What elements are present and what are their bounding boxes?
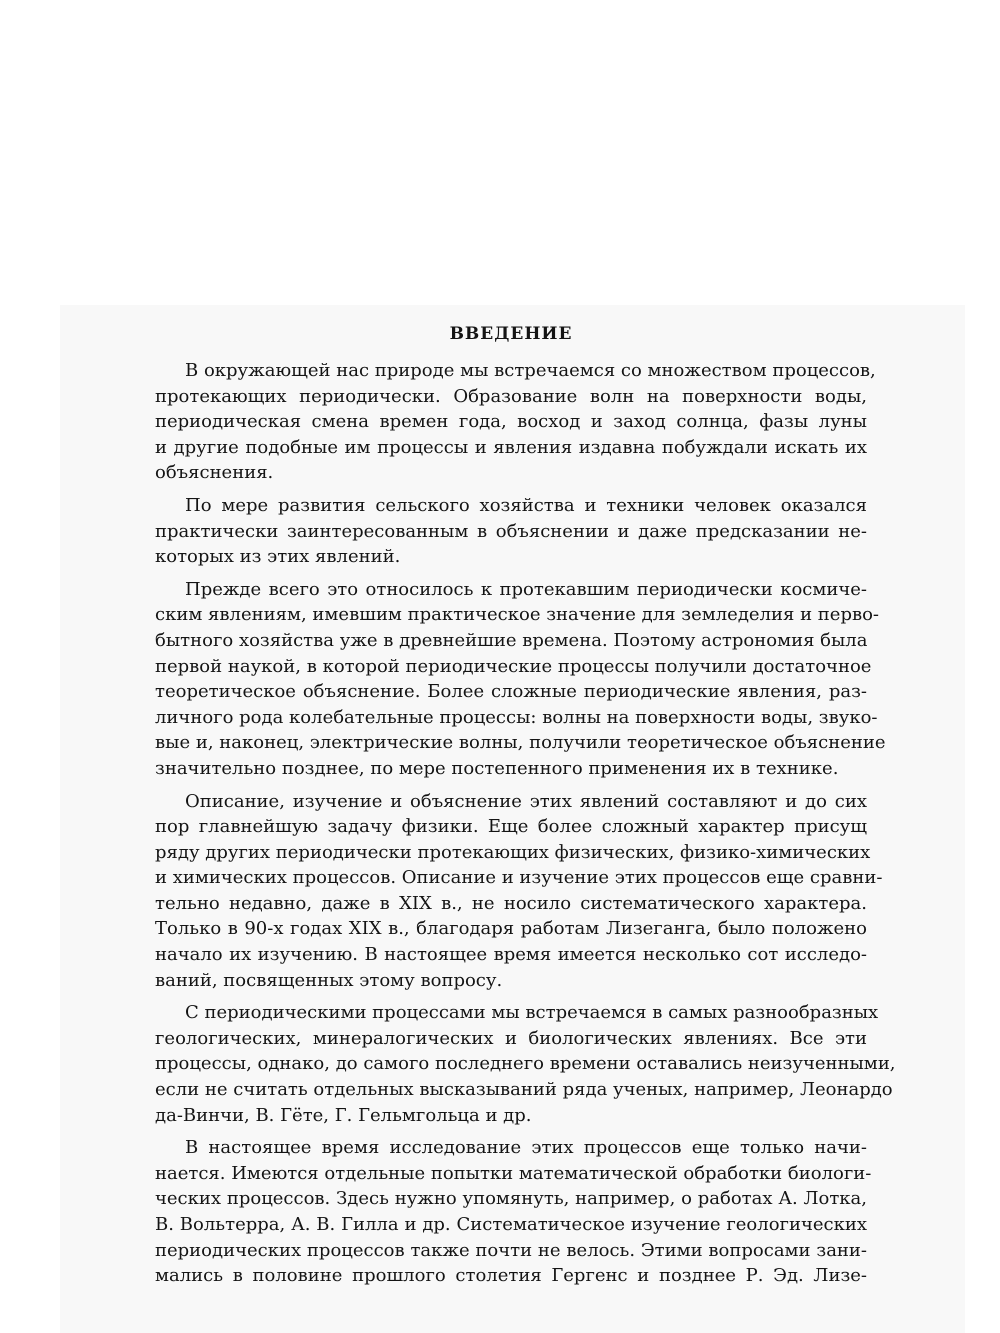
text-line: мались в половине прошлого столетия Гергенс и позднее Р. Эд. Лизе-	[155, 1265, 867, 1287]
text-line: объяснения.	[155, 462, 274, 484]
text-line: теоретическое объяснение. Более сложные периодические явления, раз-	[155, 681, 867, 703]
text-line: Прежде всего это относилось к протекавшим периодически космиче-	[185, 578, 867, 600]
paragraph-4	[155, 789, 883, 994]
text-line: ческих процессов. Здесь нужно упомянуть, например, о работах А. Лотка,	[155, 1188, 867, 1210]
text-line: которых из этих явлений.	[155, 546, 401, 568]
text-line: В окружающей нас природе мы встречаемся со множеством процессов,	[185, 360, 876, 381]
text-line: и другие подобные им процессы и явления издавна побуждали искать их	[155, 436, 867, 458]
paragraph-6	[155, 1135, 872, 1289]
text-line: В настоящее время исследование этих процессов еще только начи-	[185, 1137, 867, 1159]
text-line: протекающих периодически. Образование волн на поверхности воды,	[155, 385, 867, 407]
text-line: тельно недавно, даже в XIX в., не носило систематического характера.	[155, 892, 867, 914]
chapter-title: ВВЕДЕНИЕ	[449, 324, 573, 344]
page-content	[155, 322, 896, 1296]
text-line: процессы, однако, до самого последнего времени оставались неизученными,	[155, 1053, 896, 1075]
paragraph-2	[155, 493, 867, 570]
text-line: ваний, посвященных этому вопросу.	[155, 969, 503, 991]
text-line: ряду других периодически протекающих физических, физико-химических	[155, 841, 871, 863]
text-line: вые и, наконец, электрические волны, получили теоретическое объяснение	[155, 732, 886, 754]
text-line: ским явлениям, имевшим практическое значение для земледелия и перво-	[155, 604, 880, 626]
paragraph-1	[155, 358, 876, 486]
text-line: Описание, изучение и объяснение этих явлений составляют и до сих	[185, 790, 867, 812]
text-line: геологических, минералогических и биологических явлениях. Все эти	[155, 1027, 867, 1049]
paragraph-5	[155, 1000, 896, 1128]
text-line: если не считать отдельных высказываний ряда ученых, например, Леонардо	[155, 1079, 893, 1101]
text-line: пор главнейшую задачу физики. Еще более сложный характер присущ	[155, 816, 867, 838]
text-line: значительно позднее, по мере постепенного применения их в технике.	[155, 757, 839, 779]
text-line: личного рода колебательные процессы: волны на поверхности воды, звуко-	[155, 706, 878, 728]
text-line: периодических процессов также почти не велось. Этими вопросами зани-	[155, 1239, 867, 1261]
text-line: практически заинтересованным в объяснении и даже предсказании не-	[155, 520, 867, 542]
paragraph-3	[155, 577, 886, 782]
text-line: да-Винчи, В. Гёте, Г. Гельмгольца и др.	[155, 1104, 532, 1126]
text-line: периодическая смена времен года, восход и заход солнца, фазы луны	[155, 411, 867, 433]
text-line: В. Вольтерра, А. В. Гилла и др. Систематическое изучение геологических	[155, 1214, 867, 1235]
text-line: С периодическими процессами мы встречаемся в самых разнообразных	[185, 1002, 879, 1024]
text-line: Только в 90-х годах XIX в., благодаря работам Лизеганга, было положено	[155, 918, 867, 940]
text-line: начало их изучению. В настоящее время имеется несколько сот исследо-	[155, 944, 867, 966]
text-line: По мере развития сельского хозяйства и техники человек оказался	[185, 494, 867, 516]
text-line: бытного хозяйства уже в древнейшие времена. Поэтому астрономия была	[155, 629, 868, 651]
text-line: первой наукой, в которой периодические процессы получили достаточное	[155, 655, 872, 677]
text-line: нается. Имеются отдельные попытки математической обработки биологи-	[155, 1162, 872, 1184]
text-line: и химических процессов. Описание и изучение этих процессов еще сравни-	[155, 867, 883, 889]
